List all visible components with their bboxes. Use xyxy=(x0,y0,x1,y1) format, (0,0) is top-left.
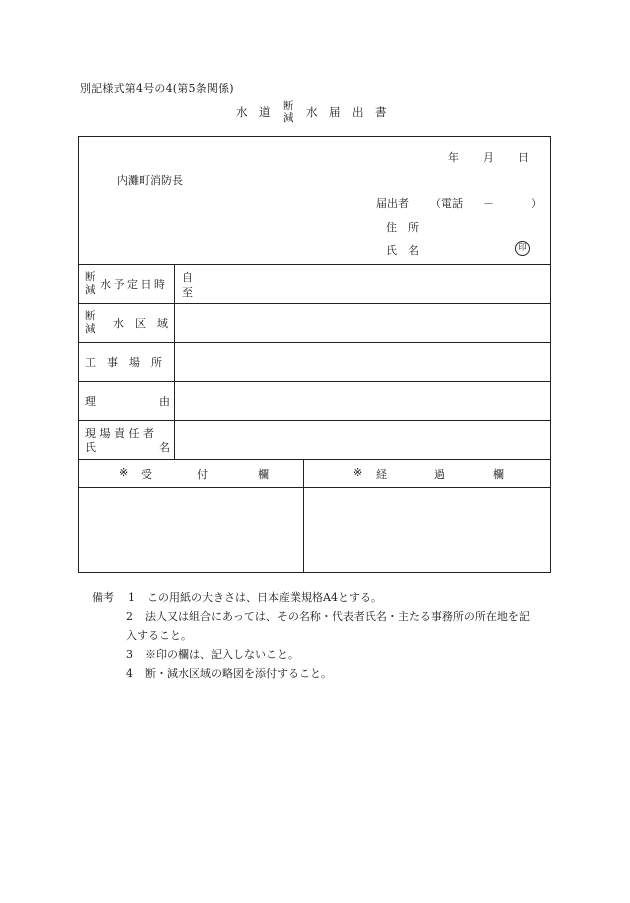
note-num: 4 xyxy=(126,667,133,680)
progress-c2: 過 xyxy=(434,468,445,481)
addressee: 内灘町消防長 xyxy=(117,174,183,187)
name-label: 氏 名 xyxy=(386,244,419,257)
schedule-stack-top: 断 xyxy=(85,271,96,283)
reason-label-right: 由 xyxy=(159,395,170,408)
schedule-from: 自 xyxy=(182,271,193,284)
notes-head: 備考 xyxy=(92,591,114,604)
row-divider xyxy=(79,342,550,343)
form-table xyxy=(78,136,551,573)
progress-c1: 経 xyxy=(376,468,387,481)
note-num: 3 xyxy=(126,648,133,661)
row-divider xyxy=(79,420,550,421)
progress-c3: 欄 xyxy=(493,468,504,481)
area-stack-bottom: 減 xyxy=(85,323,96,335)
schedule-label: 水予定日時 xyxy=(100,278,168,291)
note-text: この用紙の大きさは、日本産業規格A4とする。 xyxy=(147,591,382,604)
schedule-stack-bottom: 減 xyxy=(85,284,96,296)
title-part1: 水 道 xyxy=(236,105,271,119)
title-stack-bottom: 減 xyxy=(283,112,294,124)
date-year: 年 xyxy=(448,151,459,164)
notifier-label: 届出者 xyxy=(376,197,409,210)
phone-dash: － xyxy=(483,197,494,210)
note-item xyxy=(92,588,530,607)
seal-mark: 印 xyxy=(515,241,530,256)
area-label: 水 区 域 xyxy=(113,317,168,330)
note-text: 法人又は組合にあっては、その名称・代表者氏名・主たる事務所の所在地を記 xyxy=(145,610,530,623)
address-label: 住 所 xyxy=(386,221,419,234)
row-divider xyxy=(79,487,550,488)
column-divider xyxy=(303,459,304,572)
reception-c1: 受 xyxy=(141,468,152,481)
progress-mark: ※ xyxy=(353,466,363,479)
note-text: 断・減水区域の略図を添付すること。 xyxy=(145,667,332,680)
note-item xyxy=(92,607,530,626)
manager-label-right: 名 xyxy=(159,441,170,454)
schedule-to: 至 xyxy=(182,286,193,299)
row-divider xyxy=(79,264,550,265)
phone-open: （電話 xyxy=(430,197,463,210)
note-continuation: 入すること。 xyxy=(126,629,192,642)
phone-close: ） xyxy=(531,197,542,210)
label-divider xyxy=(174,264,175,459)
note-num: 1 xyxy=(128,591,135,604)
reception-mark: ※ xyxy=(119,466,129,479)
note-item xyxy=(92,626,530,645)
form-title xyxy=(236,98,406,124)
title-part2: 水 届 出 書 xyxy=(306,105,387,119)
notes xyxy=(92,588,530,683)
note-num: 2 xyxy=(126,610,133,623)
reception-c2: 付 xyxy=(197,468,208,481)
reason-label-left: 理 xyxy=(85,395,96,408)
row-divider xyxy=(79,303,550,304)
date-day: 日 xyxy=(518,151,529,164)
row-divider xyxy=(79,381,550,382)
manager-label-left: 氏 xyxy=(85,441,96,454)
date-month: 月 xyxy=(483,151,494,164)
note-text: ※印の欄は、記入しないこと。 xyxy=(145,648,299,661)
reception-c3: 欄 xyxy=(258,468,269,481)
title-stack-top: 断 xyxy=(283,100,294,112)
form-id: 別記様式第4号の4(第5条関係) xyxy=(80,82,234,95)
area-stack-top: 断 xyxy=(85,310,96,322)
row-divider xyxy=(79,459,550,460)
note-item xyxy=(92,664,530,683)
note-item xyxy=(92,645,530,664)
manager-label-line1: 現 場 責 任 者 xyxy=(85,427,154,440)
site-label: 工 事 場 所 xyxy=(85,356,162,369)
